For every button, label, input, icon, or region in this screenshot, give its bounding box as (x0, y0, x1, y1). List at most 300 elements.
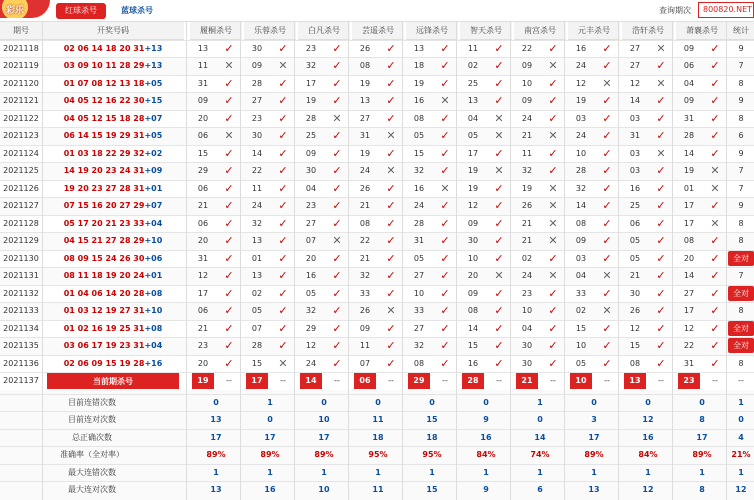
check-icon: ✓ (548, 304, 558, 317)
check-icon: ✓ (386, 76, 396, 90)
stat-value: 89% (206, 450, 226, 459)
kill-number: 08 (575, 218, 587, 228)
blue-ball: +04 (144, 218, 163, 228)
current-dash: -- (712, 376, 718, 385)
kill-number: 02 (575, 306, 587, 315)
stat-value: 0 (375, 397, 381, 407)
current-dash: -- (442, 376, 448, 385)
check-icon: ✓ (224, 181, 234, 195)
kill-number: 02 (251, 288, 263, 298)
cross-icon: ✕ (548, 216, 558, 230)
check-icon: ✓ (602, 286, 612, 300)
kill-number: 28 (683, 131, 695, 140)
check-icon: ✓ (224, 234, 234, 247)
stat-value: 1 (699, 467, 705, 477)
kill-number: 05 (575, 358, 587, 368)
kill-number: 16 (305, 271, 317, 280)
open-number-cell (42, 180, 184, 198)
kill-number: 27 (251, 96, 263, 105)
stat-total: 1 (738, 467, 744, 477)
blue-ball: +01 (144, 183, 163, 193)
check-icon: ✓ (656, 251, 666, 265)
kill-number: 06 (683, 61, 695, 70)
stat-value: 12 (642, 485, 654, 494)
red-balls: 02 06 09 15 19 28 (63, 358, 145, 368)
kill-number: 13 (251, 271, 263, 280)
cross-icon: ✕ (602, 269, 612, 282)
kill-number: 18 (413, 61, 425, 70)
col-header-stat: 统计 (728, 22, 754, 40)
kill-number: 30 (251, 131, 263, 140)
check-icon: ✓ (494, 356, 504, 370)
cross-icon: ✕ (548, 59, 558, 72)
query-input[interactable]: 800820.NET (698, 2, 754, 18)
check-icon: ✓ (440, 269, 450, 282)
stat-cell: 7 (738, 271, 744, 280)
cross-icon: ✕ (602, 76, 612, 90)
kill-number: 19 (467, 183, 479, 193)
stat-value: 1 (375, 467, 381, 477)
check-icon: ✓ (548, 76, 558, 90)
stat-value: 15 (426, 415, 438, 424)
kill-number: 29 (197, 166, 209, 175)
stat-value: 89% (692, 450, 712, 459)
check-icon: ✓ (656, 304, 666, 317)
period-cell: 2021132 (3, 288, 39, 298)
check-icon: ✓ (602, 356, 612, 370)
row-divider (0, 127, 754, 128)
check-icon: ✓ (440, 356, 450, 370)
stat-value: 1 (483, 467, 489, 477)
check-icon: ✓ (710, 129, 720, 142)
tab-red-kill[interactable]: 红球杀号 (56, 3, 106, 19)
check-icon: ✓ (710, 356, 720, 370)
kill-number: 23 (305, 201, 317, 210)
kill-number: 23 (305, 43, 317, 53)
check-icon: ✓ (278, 339, 288, 352)
check-icon: ✓ (386, 41, 396, 55)
kill-number: 28 (305, 113, 317, 123)
stat-value: 89% (260, 450, 280, 459)
all-correct-badge: 全对 (728, 338, 754, 353)
check-icon: ✓ (548, 339, 558, 352)
current-kill-number: 19 (192, 373, 214, 389)
kill-number: 19 (305, 96, 317, 105)
blue-ball: +08 (144, 288, 163, 298)
kill-number: 31 (197, 78, 209, 88)
cross-icon: ✕ (548, 129, 558, 142)
stat-cell (728, 250, 754, 268)
check-icon: ✓ (224, 251, 234, 265)
open-number-cell (42, 285, 184, 303)
kill-number: 09 (305, 148, 317, 158)
check-icon: ✓ (332, 269, 342, 282)
check-icon: ✓ (548, 321, 558, 335)
cross-icon: ✕ (332, 111, 342, 125)
kill-number: 31 (197, 253, 209, 263)
check-icon: ✓ (278, 164, 288, 177)
kill-number: 17 (683, 201, 695, 210)
blue-ball: +13 (144, 61, 163, 70)
kill-number: 14 (575, 201, 587, 210)
stat-value: 1 (267, 467, 273, 477)
kill-number: 16 (413, 96, 425, 105)
stat-value: 14 (534, 432, 546, 442)
kill-number: 32 (521, 166, 533, 175)
check-icon: ✓ (602, 339, 612, 352)
red-balls: 03 06 17 19 23 31 (63, 341, 145, 350)
kill-number: 30 (305, 166, 317, 175)
kill-number: 24 (521, 271, 533, 280)
check-icon: ✓ (548, 356, 558, 370)
period-cell: 2021119 (3, 61, 39, 70)
kill-number: 26 (359, 43, 371, 53)
check-icon: ✓ (224, 269, 234, 282)
site-logo[interactable] (0, 0, 50, 18)
check-icon: ✓ (440, 321, 450, 335)
column-divider (402, 22, 403, 500)
check-icon: ✓ (332, 76, 342, 90)
kill-number: 20 (467, 271, 479, 280)
check-icon: ✓ (332, 199, 342, 212)
check-icon: ✓ (440, 234, 450, 247)
cross-icon: ✕ (440, 181, 450, 195)
stat-value: 0 (699, 397, 705, 407)
current-kill-number: 29 (408, 373, 430, 389)
cross-icon: ✕ (548, 181, 558, 195)
col-header-expert: 萧襄杀号 (676, 22, 728, 40)
check-icon: ✓ (602, 146, 612, 160)
kill-number: 20 (197, 236, 209, 245)
kill-number: 26 (629, 306, 641, 315)
check-icon: ✓ (710, 234, 720, 247)
check-icon: ✓ (386, 199, 396, 212)
check-icon: ✓ (494, 146, 504, 160)
kill-number: 27 (629, 61, 641, 70)
cross-icon: ✕ (494, 129, 504, 142)
open-number-cell (42, 127, 184, 145)
kill-number: 04 (683, 78, 695, 88)
current-kill-number: 28 (462, 373, 484, 389)
stat-value: 0 (321, 397, 327, 407)
check-icon: ✓ (278, 286, 288, 300)
stat-value: 16 (642, 432, 654, 442)
open-number-cell (42, 162, 184, 180)
open-number-cell (42, 302, 184, 320)
kill-number: 10 (413, 288, 425, 298)
kill-number: 20 (197, 113, 209, 123)
kill-number: 26 (521, 201, 533, 210)
kill-number: 31 (629, 131, 641, 140)
check-icon: ✓ (224, 76, 234, 90)
check-icon: ✓ (224, 286, 234, 300)
check-icon: ✓ (602, 59, 612, 72)
check-icon: ✓ (278, 129, 288, 142)
kill-number: 14 (683, 148, 695, 158)
check-icon: ✓ (224, 146, 234, 160)
kill-number: 30 (521, 341, 533, 350)
kill-number: 08 (413, 113, 425, 123)
kill-number: 24 (575, 61, 587, 70)
kill-number: 19 (575, 96, 587, 105)
cross-icon: ✕ (224, 59, 234, 72)
kill-number: 04 (305, 183, 317, 193)
current-kill-number: 17 (246, 373, 268, 389)
kill-number: 05 (629, 236, 641, 245)
check-icon: ✓ (602, 111, 612, 125)
check-icon: ✓ (710, 269, 720, 282)
all-correct-badge: 全对 (728, 286, 754, 301)
stat-value: 95% (422, 450, 442, 459)
period-cell: 2021136 (3, 358, 39, 368)
stat-value: 1 (645, 467, 651, 477)
check-icon: ✓ (332, 216, 342, 230)
check-icon: ✓ (224, 199, 234, 212)
stat-value: 0 (483, 397, 489, 407)
row-divider (0, 215, 754, 216)
cross-icon: ✕ (656, 76, 666, 90)
row-divider (0, 162, 754, 163)
check-icon: ✓ (386, 59, 396, 72)
check-icon: ✓ (494, 321, 504, 335)
stat-value: 0 (591, 397, 597, 407)
current-kill-number: 14 (300, 373, 322, 389)
check-icon: ✓ (224, 41, 234, 55)
stat-total: 1 (738, 397, 744, 407)
cross-icon: ✕ (548, 269, 558, 282)
kill-number: 24 (521, 113, 533, 123)
kill-number: 24 (251, 201, 263, 210)
current-period-cell: 2021137 (3, 376, 39, 385)
check-icon: ✓ (710, 76, 720, 90)
kill-number: 20 (683, 253, 695, 263)
period-cell: 2021124 (3, 148, 39, 158)
check-icon: ✓ (494, 94, 504, 107)
kill-number: 09 (683, 96, 695, 105)
red-balls: 01 04 06 14 20 28 (63, 288, 145, 298)
red-balls: 01 03 18 22 29 32 (63, 148, 145, 158)
blue-ball: +02 (144, 148, 163, 158)
stat-cell: 9 (738, 96, 744, 105)
kill-number: 04 (521, 323, 533, 333)
stat-value: 13 (210, 415, 222, 424)
stat-cell: 8 (738, 113, 744, 123)
check-icon: ✓ (710, 321, 720, 335)
red-balls: 03 09 10 11 28 29 (63, 61, 145, 70)
current-dash: -- (226, 376, 232, 385)
col-header-expert: 履桐杀号 (190, 22, 242, 40)
col-header-expert: 乐蓉杀号 (244, 22, 296, 40)
stat-value: 8 (699, 485, 705, 494)
check-icon: ✓ (494, 41, 504, 55)
open-number-cell (42, 197, 184, 215)
kill-number: 17 (467, 148, 479, 158)
kill-number: 03 (575, 113, 587, 123)
check-icon: ✓ (602, 199, 612, 212)
row-divider (0, 337, 754, 338)
stat-label: 准确率（全对率） (60, 450, 124, 459)
kill-number: 14 (467, 323, 479, 333)
kill-number: 05 (251, 306, 263, 315)
stat-cell (728, 285, 754, 303)
kill-number: 31 (683, 358, 695, 368)
kill-number: 12 (467, 201, 479, 210)
stat-cell (728, 320, 754, 338)
kill-number: 32 (359, 271, 371, 280)
blue-ball: +07 (144, 113, 163, 123)
check-icon: ✓ (440, 59, 450, 72)
kill-number: 31 (683, 113, 695, 123)
kill-number: 14 (251, 148, 263, 158)
kill-number: 15 (413, 148, 425, 158)
column-divider (672, 22, 673, 500)
check-icon: ✓ (710, 339, 720, 352)
check-icon: ✓ (440, 164, 450, 177)
row-divider (0, 285, 754, 286)
kill-number: 05 (413, 253, 425, 263)
check-icon: ✓ (656, 269, 666, 282)
current-kill-number: 23 (678, 373, 700, 389)
kill-number: 09 (467, 218, 479, 228)
kill-number: 11 (251, 183, 263, 193)
kill-number: 12 (575, 78, 587, 88)
check-icon: ✓ (656, 286, 666, 300)
check-icon: ✓ (548, 146, 558, 160)
tab-blue-kill[interactable]: 蓝球杀号 (121, 6, 153, 15)
kill-number: 03 (575, 253, 587, 263)
check-icon: ✓ (278, 234, 288, 247)
current-kill-label: 当前期杀号 (47, 373, 179, 389)
query-label: 查询期次 (659, 6, 691, 15)
blue-ball: +10 (144, 236, 163, 245)
stat-total: 21% (731, 450, 751, 459)
column-divider (564, 22, 565, 500)
kill-number: 22 (521, 43, 533, 53)
stat-value: 9 (483, 415, 489, 424)
col-header-expert: 南宫杀号 (514, 22, 566, 40)
kill-number: 27 (629, 43, 641, 53)
row-divider (0, 145, 754, 146)
stat-value: 1 (537, 467, 543, 477)
check-icon: ✓ (494, 339, 504, 352)
kill-number: 16 (575, 43, 587, 53)
check-icon: ✓ (710, 111, 720, 125)
kill-number: 10 (467, 253, 479, 263)
cross-icon: ✕ (278, 59, 288, 72)
kill-number: 24 (359, 166, 371, 175)
check-icon: ✓ (224, 94, 234, 107)
column-divider (348, 22, 349, 500)
kill-number: 22 (251, 166, 263, 175)
check-icon: ✓ (440, 286, 450, 300)
check-icon: ✓ (440, 199, 450, 212)
kill-number: 12 (629, 323, 641, 333)
check-icon: ✓ (710, 59, 720, 72)
current-dash: -- (388, 376, 394, 385)
stat-value: 89% (584, 450, 604, 459)
period-cell: 2021118 (3, 43, 39, 53)
stat-label: 目前连对次数 (68, 415, 116, 424)
cross-icon: ✕ (548, 234, 558, 247)
kill-number: 13 (251, 236, 263, 245)
check-icon: ✓ (710, 41, 720, 55)
check-icon: ✓ (548, 164, 558, 177)
current-dash: -- (496, 376, 502, 385)
cross-icon: ✕ (386, 164, 396, 177)
kill-number: 06 (629, 218, 641, 228)
stat-total: 4 (738, 432, 744, 442)
period-cell: 2021127 (3, 201, 39, 210)
kill-number: 32 (575, 183, 587, 193)
kill-number: 06 (197, 183, 209, 193)
row-divider (0, 180, 754, 181)
check-icon: ✓ (224, 164, 234, 177)
kill-number: 15 (467, 341, 479, 350)
row-divider (0, 197, 754, 198)
blue-ball: +04 (144, 341, 163, 350)
kill-number: 12 (305, 341, 317, 350)
col-header-expert: 白凡杀号 (298, 22, 350, 40)
period-cell: 2021135 (3, 341, 39, 350)
kill-number: 13 (467, 96, 479, 105)
kill-number: 10 (521, 306, 533, 315)
check-icon: ✓ (440, 111, 450, 125)
stat-label: 目前连错次数 (68, 397, 116, 407)
stat-value: 10 (318, 415, 330, 424)
kill-number: 19 (683, 166, 695, 175)
check-icon: ✓ (602, 41, 612, 55)
stat-value: 18 (372, 432, 384, 442)
kill-number: 11 (521, 148, 533, 158)
check-icon: ✓ (602, 129, 612, 142)
kill-number: 14 (629, 96, 641, 105)
blue-ball: +16 (144, 358, 163, 368)
kill-number: 27 (305, 218, 317, 228)
kill-number: 10 (521, 78, 533, 88)
period-cell: 2021129 (3, 236, 39, 245)
check-icon: ✓ (278, 76, 288, 90)
check-icon: ✓ (224, 356, 234, 370)
kill-number: 09 (251, 61, 263, 70)
cross-icon: ✕ (710, 216, 720, 230)
check-icon: ✓ (386, 234, 396, 247)
kill-number: 31 (359, 131, 371, 140)
kill-number: 11 (359, 341, 371, 350)
stat-cell: 8 (738, 358, 744, 368)
check-icon: ✓ (332, 321, 342, 335)
check-icon: ✓ (332, 129, 342, 142)
stat-value: 11 (372, 485, 384, 494)
blue-ball: +07 (144, 201, 163, 210)
stat-value: 16 (264, 485, 276, 494)
cross-icon: ✕ (494, 111, 504, 125)
cross-icon: ✕ (386, 304, 396, 317)
column-divider (456, 22, 457, 500)
check-icon: ✓ (656, 234, 666, 247)
period-cell: 2021128 (3, 218, 39, 228)
stat-value: 17 (696, 432, 708, 442)
all-correct-badge: 全对 (728, 251, 754, 266)
stat-value: 6 (537, 485, 543, 494)
blue-ball: +13 (144, 43, 163, 53)
row-divider (0, 302, 754, 303)
column-divider (186, 22, 187, 500)
check-icon: ✓ (332, 181, 342, 195)
check-icon: ✓ (332, 356, 342, 370)
check-icon: ✓ (332, 94, 342, 107)
kill-number: 09 (683, 43, 695, 53)
stat-value: 0 (645, 397, 651, 407)
